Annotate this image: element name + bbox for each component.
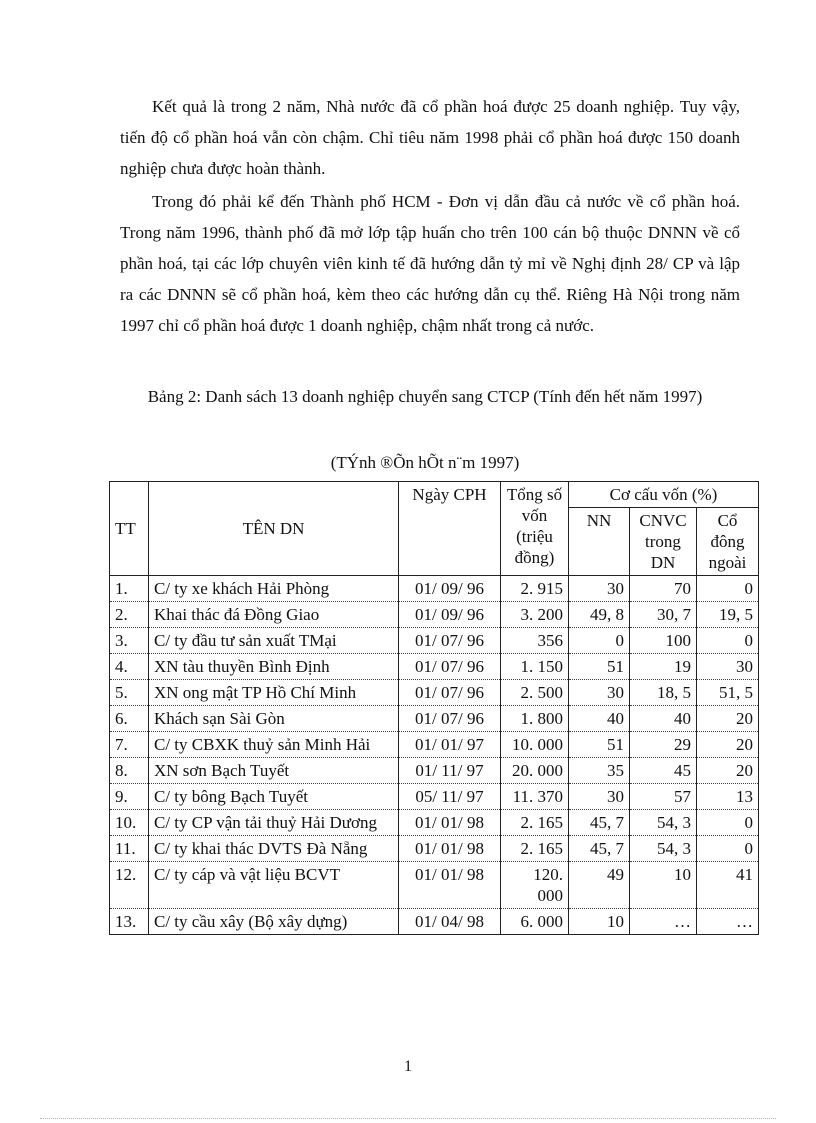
- cell-date: 01/ 11/ 97: [399, 758, 501, 784]
- cell-tt: 10.: [110, 810, 149, 836]
- cell-tt: 2.: [110, 602, 149, 628]
- cell-outside: 20: [697, 732, 759, 758]
- header-tt: TT: [110, 482, 149, 576]
- table-row: [110, 628, 759, 654]
- cell-outside: 51, 5: [697, 680, 759, 706]
- cell-name: XN ong mật TP Hồ Chí Minh: [149, 680, 399, 706]
- cell-nn: 49, 8: [569, 602, 630, 628]
- cell-outside: 19, 5: [697, 602, 759, 628]
- cell-cnvc: 10: [630, 862, 697, 909]
- cell-date: 01/ 07/ 96: [399, 654, 501, 680]
- cell-name: C/ ty cầu xây (Bộ xây dựng): [149, 909, 399, 935]
- cell-outside: 20: [697, 706, 759, 732]
- cell-date: 01/ 09/ 96: [399, 602, 501, 628]
- cell-capital: 2. 915: [501, 576, 569, 602]
- cell-cnvc: 29: [630, 732, 697, 758]
- header-nn: NN: [569, 508, 630, 576]
- cell-tt: 13.: [110, 909, 149, 935]
- cell-tt: 12.: [110, 862, 149, 909]
- cell-capital: 2. 165: [501, 810, 569, 836]
- footer-divider: [40, 1118, 776, 1119]
- cell-outside: 41: [697, 862, 759, 909]
- header-name: TÊN DN: [149, 482, 399, 576]
- header-cnvc: CNVC trong DN: [630, 508, 697, 576]
- cell-capital: 2. 165: [501, 836, 569, 862]
- cell-outside: 0: [697, 836, 759, 862]
- table-row: [110, 680, 759, 706]
- cell-tt: 5.: [110, 680, 149, 706]
- paragraph-hcm: Trong đó phải kể đến Thành phố HCM - Đơn vị dẫn đầu cả nước về cổ phần hoá. Trong năm 1996, thành phố đã mở lớp tập huấn cho trên 100 cán bộ thuộc DNNN về cổ phần hoá, tại các lớp chuyên viên kinh tế đã hướng dẫn tỷ mỉ về Nghị định 28/ CP và lập ra các DNNN sẽ cổ phần hoá, kèm theo các hướng dẫn cụ thể. Riêng Hà Nội trong năm 1997 chỉ cổ phần hoá được 1 doanh nghiệp, chậm nhất trong cả nước.: [120, 192, 740, 335]
- cell-date: 01/ 01/ 98: [399, 836, 501, 862]
- cell-tt: 7.: [110, 732, 149, 758]
- cell-cnvc: 45: [630, 758, 697, 784]
- cell-date: 01/ 09/ 96: [399, 576, 501, 602]
- cell-name: C/ ty xe khách Hải Phòng: [149, 576, 399, 602]
- cell-date: 01/ 07/ 96: [399, 680, 501, 706]
- cell-outside: 0: [697, 810, 759, 836]
- table-row: [110, 836, 759, 862]
- cell-capital: 356: [501, 628, 569, 654]
- cell-nn: 45, 7: [569, 810, 630, 836]
- cell-outside: 0: [697, 576, 759, 602]
- cell-nn: 35: [569, 758, 630, 784]
- cell-capital: 20. 000: [501, 758, 569, 784]
- header-capital: Tổng số vốn (triệu đồng): [501, 482, 569, 576]
- cell-nn: 45, 7: [569, 836, 630, 862]
- header-outside: Cổ đông ngoài: [697, 508, 759, 576]
- table-row: [110, 862, 759, 909]
- cell-capital: 10. 000: [501, 732, 569, 758]
- cell-name: XN sơn Bạch Tuyết: [149, 758, 399, 784]
- cell-cnvc: 100: [630, 628, 697, 654]
- cell-cnvc: 19: [630, 654, 697, 680]
- cell-name: XN tàu thuyền Bình Định: [149, 654, 399, 680]
- cell-nn: 51: [569, 654, 630, 680]
- cell-capital: 120. 000: [501, 862, 569, 909]
- cell-tt: 9.: [110, 784, 149, 810]
- table-subcaption: (TÝnh ®Õn hÕt n¨m 1997): [330, 453, 520, 472]
- cell-tt: 8.: [110, 758, 149, 784]
- page-number: 1: [404, 1058, 412, 1075]
- cell-cnvc: 54, 3: [630, 836, 697, 862]
- cell-nn: 10: [569, 909, 630, 935]
- table-caption: Bảng 2: Danh sách 13 doanh nghiệp chuyển sang CTCP (Tính đến hết năm 1997): [147, 387, 703, 406]
- cell-nn: 30: [569, 680, 630, 706]
- table-row: [110, 732, 759, 758]
- cell-name: C/ ty CBXK thuỷ sản Minh Hải: [149, 732, 399, 758]
- cell-date: 01/ 07/ 96: [399, 628, 501, 654]
- cell-date: 01/ 01/ 97: [399, 732, 501, 758]
- cell-cnvc: 54, 3: [630, 810, 697, 836]
- cell-outside: 20: [697, 758, 759, 784]
- cell-date: 05/ 11/ 97: [399, 784, 501, 810]
- cell-nn: 40: [569, 706, 630, 732]
- cell-name: C/ ty CP vận tải thuỷ Hải Dương: [149, 810, 399, 836]
- header-structure: Cơ cấu vốn (%): [569, 482, 759, 508]
- cell-name: Khách sạn Sài Gòn: [149, 706, 399, 732]
- cell-cnvc: 70: [630, 576, 697, 602]
- cell-name: Khai thác đá Đồng Giao: [149, 602, 399, 628]
- cell-capital: 6. 000: [501, 909, 569, 935]
- cell-nn: 30: [569, 784, 630, 810]
- cell-capital: 1. 150: [501, 654, 569, 680]
- cell-nn: 0: [569, 628, 630, 654]
- cell-capital: 3. 200: [501, 602, 569, 628]
- header-date: Ngày CPH: [399, 482, 501, 576]
- cell-capital: 1. 800: [501, 706, 569, 732]
- cell-capital: 2. 500: [501, 680, 569, 706]
- cell-date: 01/ 01/ 98: [399, 810, 501, 836]
- cell-cnvc: 57: [630, 784, 697, 810]
- enterprise-table: [109, 481, 759, 935]
- cell-outside: …: [697, 909, 759, 935]
- cell-date: 01/ 01/ 98: [399, 862, 501, 909]
- cell-cnvc: 18, 5: [630, 680, 697, 706]
- cell-tt: 4.: [110, 654, 149, 680]
- cell-name: C/ ty khai thác DVTS Đà Nẵng: [149, 836, 399, 862]
- cell-tt: 1.: [110, 576, 149, 602]
- cell-name: C/ ty cáp và vật liệu BCVT: [149, 862, 399, 909]
- cell-nn: 51: [569, 732, 630, 758]
- paragraph-results: Kết quả là trong 2 năm, Nhà nước đã cổ phần hoá được 25 doanh nghiệp. Tuy vậy, tiến độ cổ phần hoá vẫn còn chậm. Chỉ tiêu năm 1998 phải cổ phần hoá được 150 doanh nghiệp chưa được hoàn thành.: [120, 97, 740, 178]
- table-row: [110, 784, 759, 810]
- cell-nn: 49: [569, 862, 630, 909]
- cell-date: 01/ 07/ 96: [399, 706, 501, 732]
- cell-outside: 30: [697, 654, 759, 680]
- cell-outside: 13: [697, 784, 759, 810]
- table-row: [110, 654, 759, 680]
- cell-cnvc: …: [630, 909, 697, 935]
- table-row: [110, 758, 759, 784]
- cell-tt: 3.: [110, 628, 149, 654]
- cell-tt: 6.: [110, 706, 149, 732]
- table-row: [110, 576, 759, 602]
- cell-name: C/ ty bông Bạch Tuyết: [149, 784, 399, 810]
- cell-nn: 30: [569, 576, 630, 602]
- table-row: [110, 602, 759, 628]
- table-row: [110, 706, 759, 732]
- cell-cnvc: 30, 7: [630, 602, 697, 628]
- table-row: [110, 810, 759, 836]
- cell-outside: 0: [697, 628, 759, 654]
- cell-date: 01/ 04/ 98: [399, 909, 501, 935]
- table-row: [110, 909, 759, 935]
- cell-cnvc: 40: [630, 706, 697, 732]
- cell-capital: 11. 370: [501, 784, 569, 810]
- cell-name: C/ ty đầu tư sản xuất TMại: [149, 628, 399, 654]
- cell-tt: 11.: [110, 836, 149, 862]
